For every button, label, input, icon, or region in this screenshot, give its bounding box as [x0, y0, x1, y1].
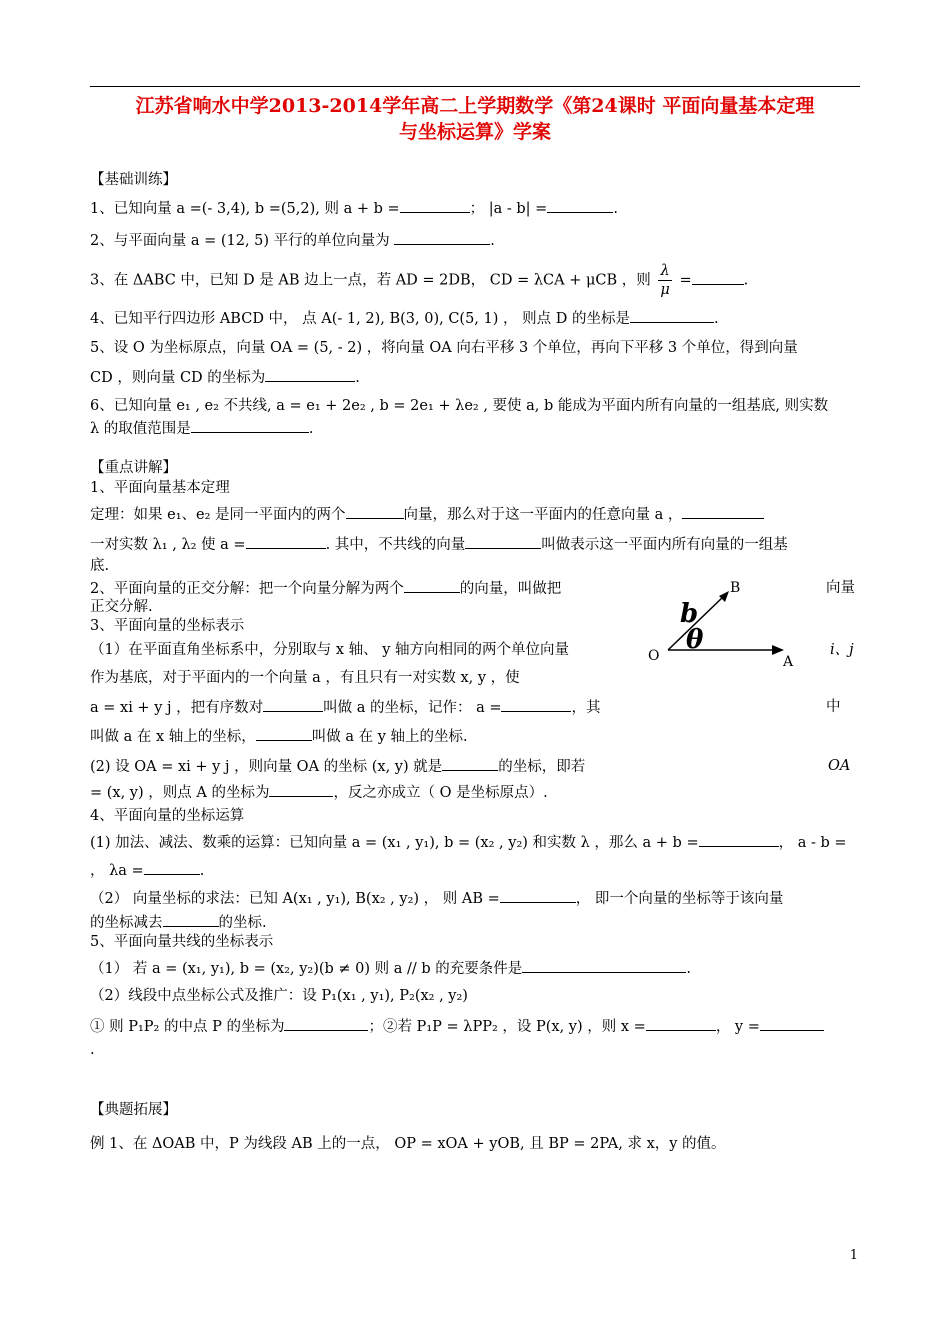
label-theta: θ: [686, 625, 704, 655]
answer-blank: [522, 958, 686, 973]
key-heading-2-tail: 向量: [826, 580, 855, 596]
answer-blank: [501, 697, 571, 712]
key-heading-5: 5、平面向量共线的坐标表示: [90, 934, 274, 950]
answer-blank: [269, 782, 333, 797]
coord-line-5: (2) 设 OA = xi + y j ，则向量 OA 的坐标 (x, y) 就是 的坐标，即若: [90, 756, 585, 777]
section-basic: 【基础训练】: [90, 172, 177, 188]
key-heading-2: 2、平面向量的正交分解：把一个向量分解为两个 的向量，叫做把: [90, 578, 561, 599]
answer-blank: [465, 534, 541, 549]
coord-line-6: = (x, y) ，则点 A 的坐标为 ，反之亦成立（ O 是坐标原点）.: [90, 782, 548, 803]
lambda-mu-fraction: $\frac{\lambda}{\mu}$: [660, 263, 670, 298]
example-1: 例 1、在 ΔOAB 中，P 为线段 AB 上的一点， OP = xOA + yOB, 且 BP = 2PA, 求 x，y 的值。: [90, 1136, 726, 1152]
oa-label: OA: [828, 758, 851, 774]
collinear-line-3-tail: .: [90, 1042, 95, 1058]
section-example: 【典题拓展】: [90, 1102, 177, 1118]
question-4: 4、已知平行四边形 ABCD 中， 点 A(- 1, 2), B(3, 0), C(5, 1) ， 则点 D 的坐标是 .: [90, 308, 719, 329]
answer-blank: [547, 198, 613, 213]
label-o: O: [648, 648, 660, 664]
answer-blank: [404, 578, 460, 593]
page-title-line2: 与坐标运算》学案: [398, 121, 551, 143]
theorem-line-3: 底.: [90, 558, 110, 574]
label-vector-b: b: [680, 599, 699, 629]
collinear-line-2: （2）线段中点坐标公式及推广：设 P₁(x₁ , y₁), P₂(x₂ , y₂): [90, 988, 468, 1004]
answer-blank: [263, 697, 323, 712]
label-a: A: [783, 654, 794, 670]
key-heading-3: 3、平面向量的坐标表示: [90, 618, 245, 634]
coord-line-3-tail: 中: [826, 699, 841, 715]
answer-blank: [760, 1016, 824, 1031]
answer-blank: [346, 504, 404, 519]
key-heading-1: 1、平面向量基本定理: [90, 480, 230, 496]
answer-blank: [692, 270, 744, 285]
answer-blank: [699, 832, 779, 847]
ops-line-3: （2） 向量坐标的求法：已知 A(x₁ , y₁), B(x₂ , y₂) ， 则 AB = ， 即一个向量的坐标等于该向量: [90, 888, 783, 909]
page-number: 1: [849, 1248, 858, 1263]
question-2: 2、与平面向量 a = (12, 5) 平行的单位向量为 .: [90, 230, 495, 251]
question-3: 3、在 ΔABC 中，已知 D 是 AB 边上一点，若 AD = 2DB， CD = λCA + μCB ，则 $\frac{\lambda}{\mu}$ = .: [90, 263, 749, 298]
answer-blank: [163, 912, 219, 927]
answer-blank: [144, 860, 200, 875]
theorem-line-2: 一对实数 λ₁ , λ₂ 使 a = . 其中，不共线的向量 叫做表示这一平面内所有向量的一组基: [90, 534, 788, 555]
vector-angle-diagram: [640, 574, 820, 674]
coord-line-3: a = xi + y j ，把有序数对 叫做 a 的坐标，记作： a = ，其: [90, 697, 600, 718]
key-heading-2-cont: 正交分解.: [90, 599, 153, 615]
label-b: B: [730, 580, 741, 596]
coord-line-1: （1）在平面直角坐标系中，分别取与 x 轴、 y 轴方向相同的两个单位向量: [90, 642, 570, 658]
question-1: 1、已知向量 a =(- 3,4), b =(5,2), 则 a + b = ； |a - b| = .: [90, 198, 618, 219]
answer-blank: [256, 726, 312, 741]
coord-line-4: 叫做 a 在 x 轴上的坐标， 叫做 a 在 y 轴上的坐标.: [90, 726, 468, 747]
coord-line-2: 作为基底，对于平面内的一个向量 a ，有且只有一对实数 x, y ，使: [90, 670, 520, 686]
ops-line-1: (1) 加法、减法、数乘的运算：已知向量 a = (x₁ , y₁), b = (x₂ , y₂) 和实数 λ ，那么 a + b = ， a - b =: [90, 832, 847, 853]
collinear-line-1: （1） 若 a = (x₁, y₁), b = (x₂, y₂)(b ≠ 0) 则 a // b 的充要条件是 .: [90, 958, 691, 979]
answer-blank: [646, 1016, 716, 1031]
ops-line-4: 的坐标减去 的坐标.: [90, 912, 267, 933]
collinear-line-3: ① 则 P₁P₂ 的中点 P 的坐标为 ；②若 P₁P = λPP₂ ，设 P(x, y) ，则 x = ， y =: [90, 1016, 824, 1037]
answer-blank: [394, 230, 490, 245]
question-6: 6、已知向量 e₁ , e₂ 不共线, a = e₁ + 2e₂ , b = 2e₁ + λe₂ , 要使 a, b 能成为平面内所有向量的一组基底, 则实数: [90, 398, 829, 414]
answer-blank: [500, 888, 576, 903]
page-title: 江苏省响水中学2013-2014学年高二上学期数学《第24课时 平面向量基本定理: [135, 95, 815, 117]
answer-blank: [682, 504, 764, 519]
answer-blank: [284, 1016, 368, 1031]
answer-blank: [442, 756, 498, 771]
question-5-cont: CD ，则向量 CD 的坐标为 .: [90, 367, 360, 388]
answer-blank: [191, 418, 309, 433]
answer-blank: [246, 534, 326, 549]
header-rule: [90, 86, 860, 87]
theorem-line-1: 定理：如果 e₁、e₂ 是同一平面内的两个 向量，那么对于这一平面内的任意向量 a ，: [90, 504, 764, 525]
ij-label: i、j: [830, 642, 854, 658]
ops-line-2: ， λa = .: [90, 860, 204, 881]
question-5: 5、设 O 为坐标原点，向量 OA = (5, - 2) ，将向量 OA 向右平移 3 个单位，再向下平移 3 个单位，得到向量: [90, 340, 798, 356]
key-heading-4: 4、平面向量的坐标运算: [90, 808, 245, 824]
answer-blank: [400, 198, 470, 213]
section-key: 【重点讲解】: [90, 460, 177, 476]
answer-blank: [265, 367, 355, 382]
question-6-cont: λ 的取值范围是 .: [90, 418, 313, 439]
answer-blank: [630, 308, 714, 323]
